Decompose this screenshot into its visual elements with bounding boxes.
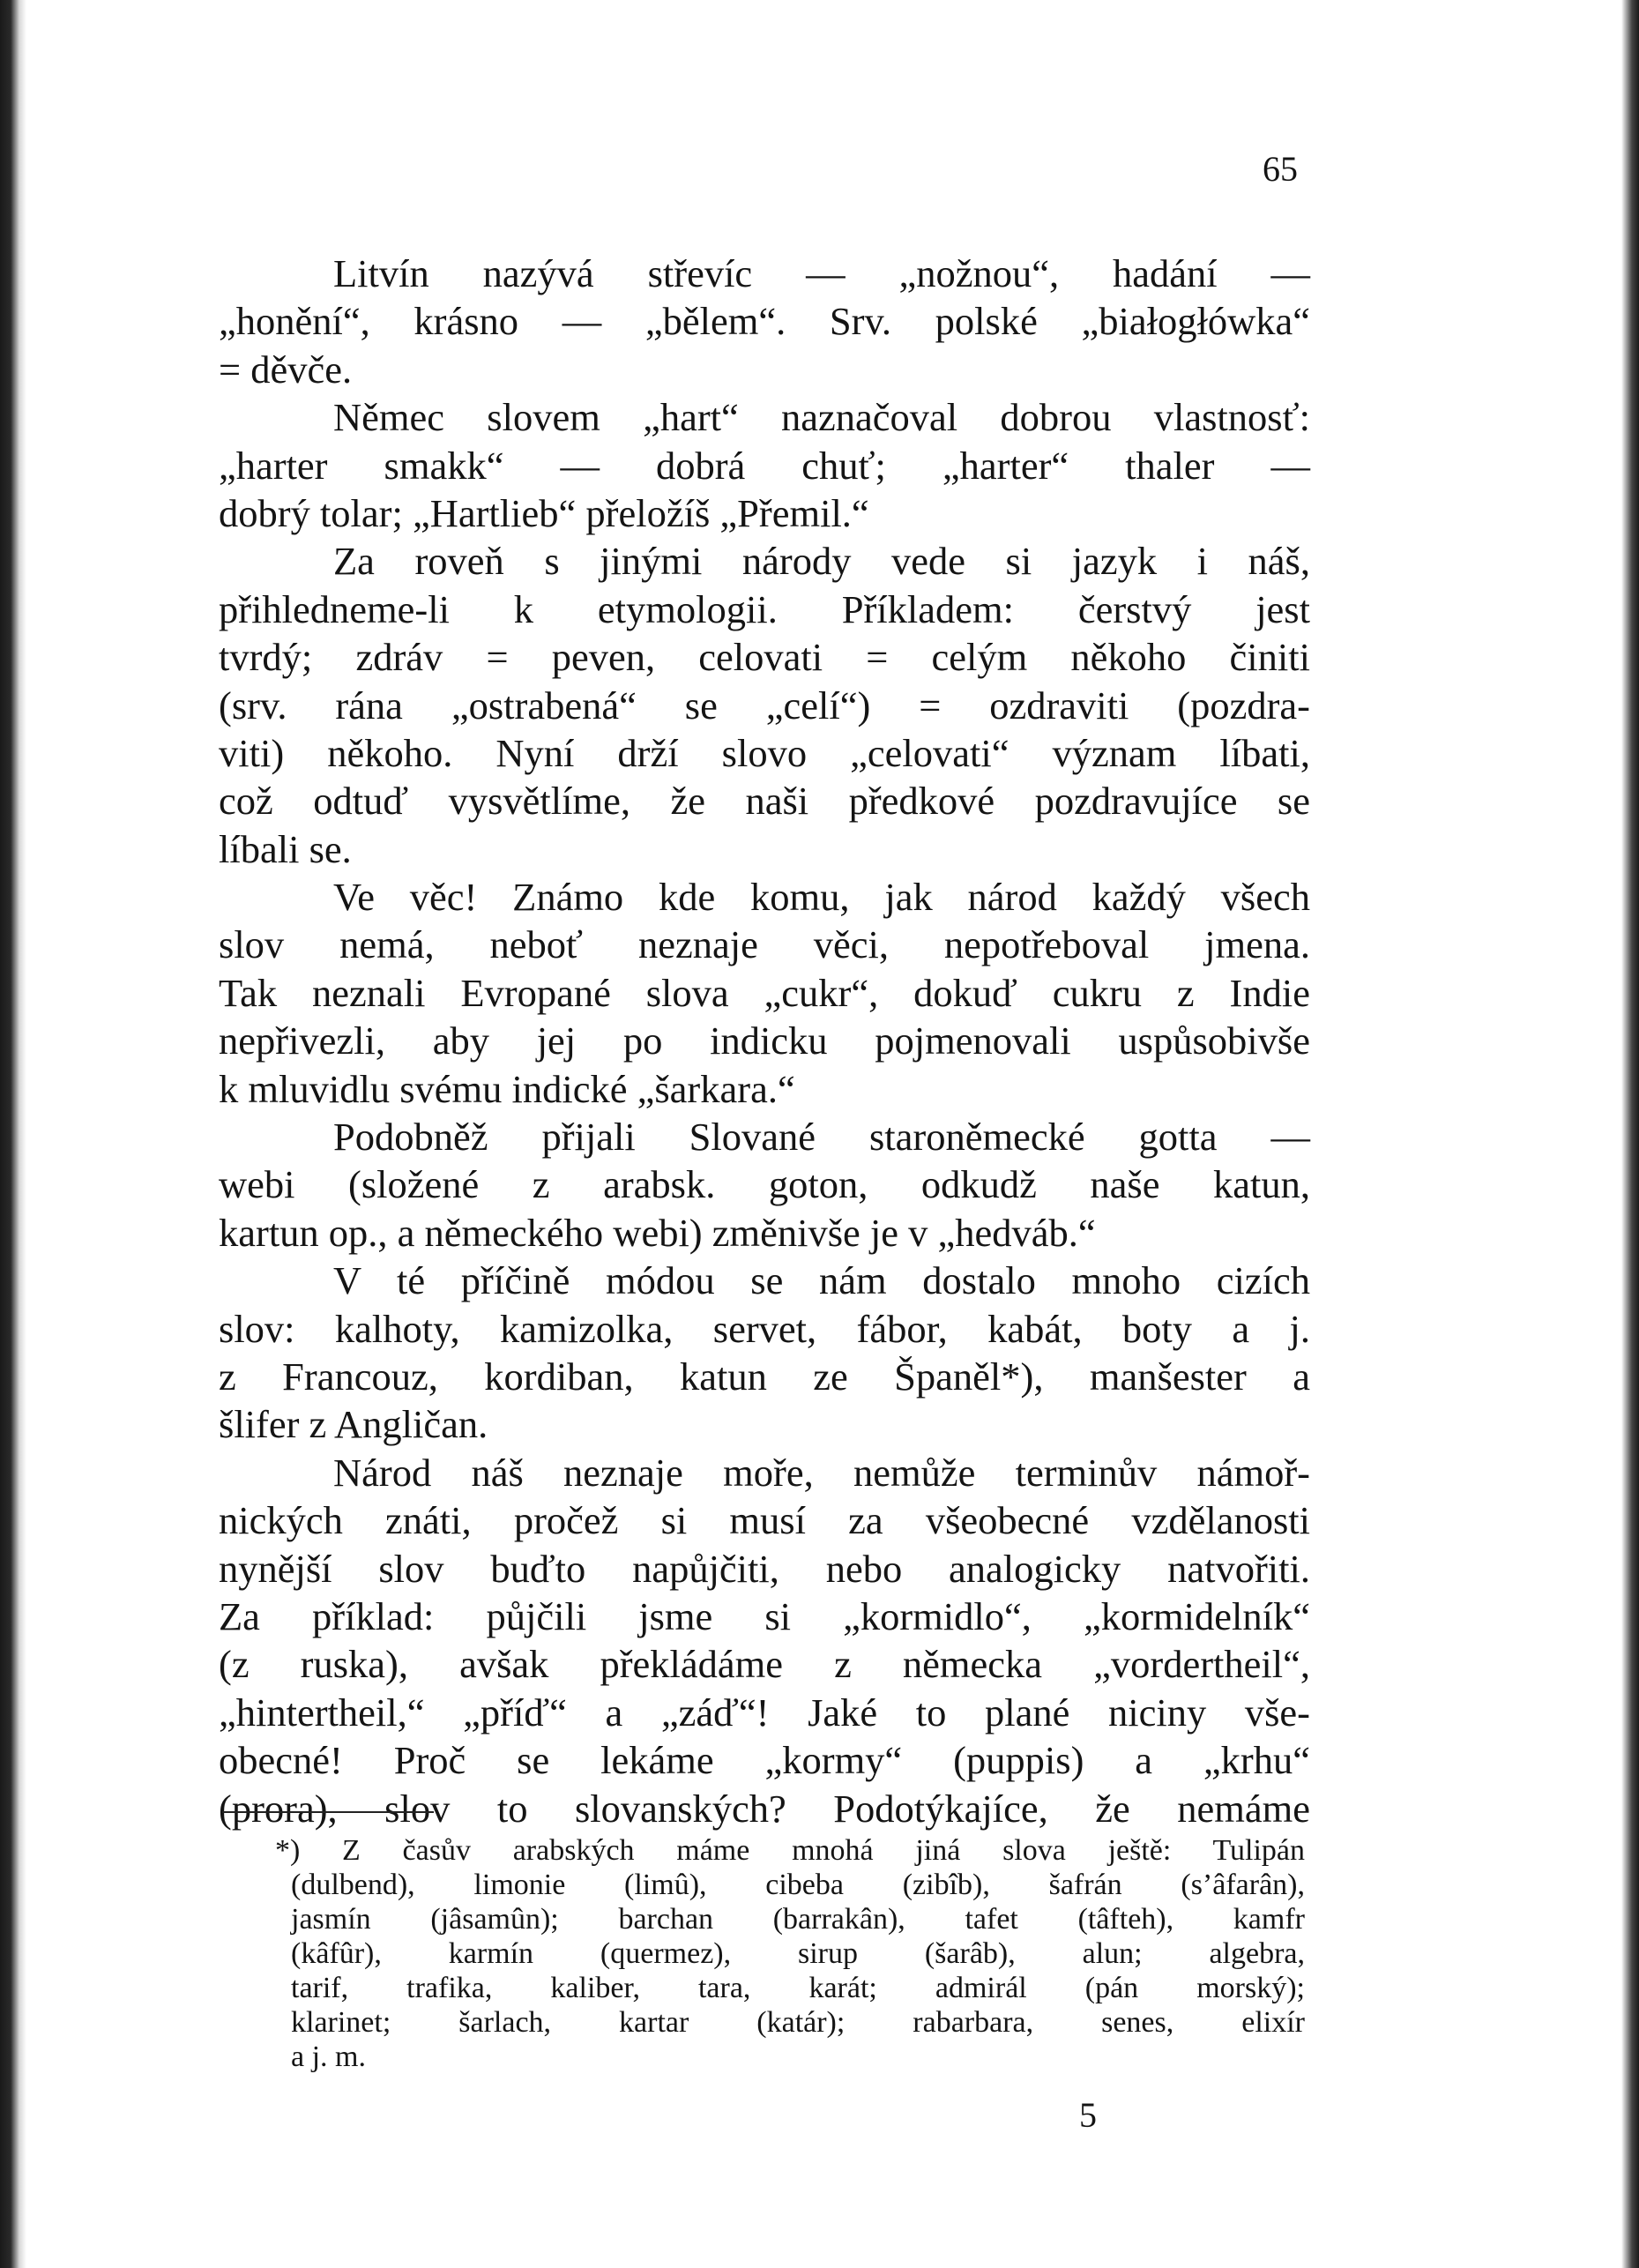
body-line: (srv. rána „ostrabená“ se „celí“) = ozdraviti (pozdra- xyxy=(219,683,1310,727)
body-line: Tak neznali Evropané slova „cukr“, dokuď cukru z Indie xyxy=(219,970,1310,1015)
body-line: = děvče. xyxy=(219,347,353,392)
body-line: Ve věc! Známo kde komu, jak národ každý všech xyxy=(333,875,1310,920)
body-line: Němec slovem „hart“ naznačoval dobrou vlastnosť: xyxy=(333,395,1310,440)
footnote-line: a j. m. xyxy=(291,2040,366,2073)
scan-page-edge-left xyxy=(0,0,26,2268)
page-number-top: 65 xyxy=(1263,149,1298,189)
body-line: obecné! Proč se lekáme „kormy“ (puppis) a „krhu“ xyxy=(219,1738,1310,1783)
body-line: šlifer z Angličan. xyxy=(219,1402,488,1447)
body-line: viti) někoho. Nyní drží slovo „celovati“ význam líbati, xyxy=(219,730,1310,775)
body-line: nepřivezli, aby jej po indicku pojmenovali uspůsobivše xyxy=(219,1018,1310,1063)
footnote-line: tarif, trafika, kaliber, tara, karát; admirál (pán morský); xyxy=(291,1972,1305,2004)
body-line: „honění“, krásno — „bělem“. Srv. polské „białogłówka“ xyxy=(219,299,1310,344)
body-line: slov nemá, neboť neznaje věci, nepotřeboval jmena. xyxy=(219,922,1310,967)
scan-page-edge-right xyxy=(1621,0,1639,2268)
body-line: (prora), slov to slovanských? Podotýkajíce, že nemáme xyxy=(219,1786,1310,1831)
footnote-line: (dulbend), limonie (limû), cibeba (zibîb), šafrán (s’âfarân), xyxy=(291,1869,1305,1901)
body-line: líbali se. xyxy=(219,826,352,871)
body-line: k mluvidlu svému indické „šarkara.“ xyxy=(219,1066,795,1111)
body-line: Za příklad: půjčili jsme si „kormidlo“, „kormidelník“ xyxy=(219,1593,1310,1638)
body-line: kartun op., a německého webi) změnivše je v „hedváb.“ xyxy=(219,1210,1096,1255)
body-line: Za roveň s jinými národy vede si jazyk i náš, xyxy=(333,539,1310,584)
body-line: nických znáti, pročež si musí za všeobecné vzdělanosti xyxy=(219,1498,1310,1543)
body-line: z Francouz, kordiban, katun ze Španěl*), manšester a xyxy=(219,1354,1310,1399)
body-line: „hintertheil,“ „příď“ a „záď“! Jaké to plané niciny vše- xyxy=(219,1690,1310,1735)
footnote-rule xyxy=(222,1811,434,1813)
footnote-line: jasmín (jâsamûn); barchan (barrakân), tafet (tâfteh), kamfr xyxy=(291,1903,1305,1936)
body-line: dobrý tolar; „Hartlieb“ přeložíš „Přemil.“ xyxy=(219,490,869,535)
body-text xyxy=(219,250,1310,1832)
body-line: Litvín nazývá střevíc — „nožnou“, hadání — xyxy=(333,251,1310,295)
body-line: Podobněž přijali Slované staroněmecké gotta — xyxy=(333,1115,1310,1160)
body-line: webi (složené z arabsk. goton, odkudž naše katun, xyxy=(219,1162,1310,1207)
body-line: nynější slov buďto napůjčiti, nebo analogicky natvořiti. xyxy=(219,1546,1310,1591)
footnote-line: *) Z časův arabských máme mnohá jiná slova ještě: Tulipán xyxy=(275,1834,1305,1867)
body-line: „harter smakk“ — dobrá chuť; „harter“ thaler — xyxy=(219,443,1310,488)
signature-mark: 5 xyxy=(1079,2095,1097,2135)
body-line: což odtuď vysvětlíme, že naši předkové pozdravujíce se xyxy=(219,779,1310,824)
body-line: tvrdý; zdráv = peven, celovati = celým někoho činiti xyxy=(219,635,1310,680)
body-line: přihledneme-li k etymologii. Příkladem: čerstvý jest xyxy=(219,586,1310,631)
footnotes xyxy=(275,1833,1305,2074)
body-line: slov: kalhoty, kamizolka, servet, fábor, kabát, boty a j. xyxy=(219,1306,1310,1351)
body-line: V té příčině módou se nám dostalo mnoho cizích xyxy=(333,1258,1310,1303)
footnote-line: klarinet; šarlach, kartar (katár); rabarbara, senes, elixír xyxy=(291,2006,1305,2039)
footnote-line: (kâfûr), karmín (quermez), sirup (šarâb), alun; algebra, xyxy=(291,1937,1305,1970)
body-line: Národ náš neznaje moře, nemůže terminův námoř- xyxy=(333,1450,1310,1495)
body-line: (z ruska), avšak překládáme z německa „vordertheil“, xyxy=(219,1642,1310,1687)
